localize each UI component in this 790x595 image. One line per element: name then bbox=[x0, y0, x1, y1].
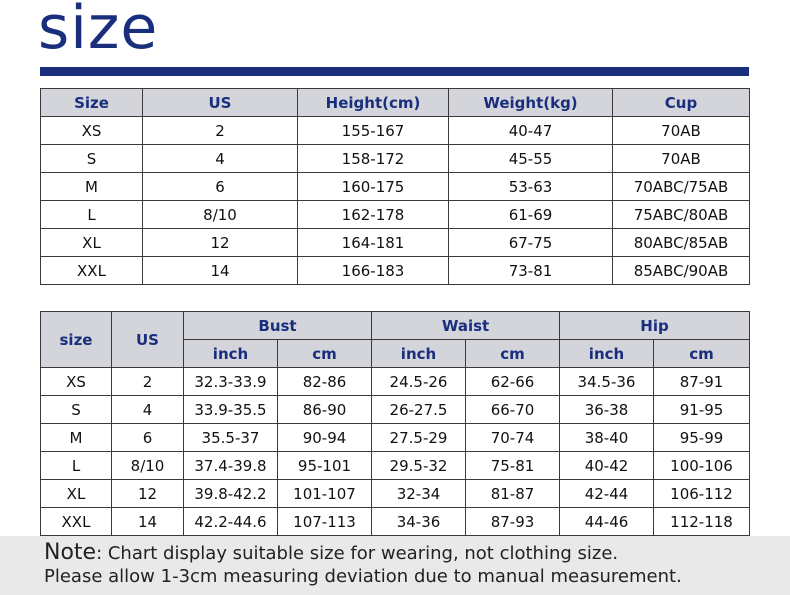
table-row bbox=[41, 452, 750, 480]
header-hip-inch: inch bbox=[560, 340, 654, 368]
table-row bbox=[41, 396, 750, 424]
table-cell: 4 bbox=[112, 396, 184, 424]
header-bust-cm: cm bbox=[278, 340, 372, 368]
table-cell: 37.4-39.8 bbox=[184, 452, 278, 480]
table-row bbox=[41, 257, 750, 285]
table-group-header-row bbox=[41, 312, 750, 340]
table-cell: 61-69 bbox=[449, 201, 613, 229]
header-us: US bbox=[112, 312, 184, 368]
header-cup: Cup bbox=[613, 89, 750, 117]
table-cell: 67-75 bbox=[449, 229, 613, 257]
table-cell: L bbox=[41, 452, 112, 480]
header-waist-cm: cm bbox=[466, 340, 560, 368]
table-cell: 34-36 bbox=[372, 508, 466, 536]
table-cell: 32-34 bbox=[372, 480, 466, 508]
table-body bbox=[41, 117, 750, 285]
table-cell: 36-38 bbox=[560, 396, 654, 424]
table-cell: 40-47 bbox=[449, 117, 613, 145]
table-cell: 70AB bbox=[613, 145, 750, 173]
table-cell: 62-66 bbox=[466, 368, 560, 396]
table-cell: 75-81 bbox=[466, 452, 560, 480]
header-hip-cm: cm bbox=[654, 340, 750, 368]
table-cell: S bbox=[41, 396, 112, 424]
header-waist-inch: inch bbox=[372, 340, 466, 368]
header-hip: Hip bbox=[560, 312, 750, 340]
table-cell: 4 bbox=[143, 145, 298, 173]
table-cell: 53-63 bbox=[449, 173, 613, 201]
table-cell: 35.5-37 bbox=[184, 424, 278, 452]
table-cell: 6 bbox=[143, 173, 298, 201]
note-line-1 bbox=[44, 540, 618, 565]
table-cell: 70-74 bbox=[466, 424, 560, 452]
table-cell: 164-181 bbox=[298, 229, 449, 257]
table-cell: 44-46 bbox=[560, 508, 654, 536]
table-cell: 158-172 bbox=[298, 145, 449, 173]
header-waist: Waist bbox=[372, 312, 560, 340]
table-cell: 27.5-29 bbox=[372, 424, 466, 452]
table-body bbox=[41, 368, 750, 536]
table-cell: 162-178 bbox=[298, 201, 449, 229]
table-cell: 155-167 bbox=[298, 117, 449, 145]
table-cell: XL bbox=[41, 229, 143, 257]
size-height-weight-table bbox=[40, 88, 750, 285]
table-cell: 6 bbox=[112, 424, 184, 452]
table-cell: 80ABC/85AB bbox=[613, 229, 750, 257]
table-cell: 40-42 bbox=[560, 452, 654, 480]
table-cell: 75ABC/80AB bbox=[613, 201, 750, 229]
header-bust: Bust bbox=[184, 312, 372, 340]
table-cell: 39.8-42.2 bbox=[184, 480, 278, 508]
table-cell: XS bbox=[41, 117, 143, 145]
table-cell: 8/10 bbox=[112, 452, 184, 480]
header-size: size bbox=[41, 312, 112, 368]
table-cell: L bbox=[41, 201, 143, 229]
table-cell: 112-118 bbox=[654, 508, 750, 536]
note-text-2: Please allow 1-3cm measuring deviation due to manual measurement. bbox=[44, 566, 682, 587]
table-cell: 100-106 bbox=[654, 452, 750, 480]
table-cell: 70ABC/75AB bbox=[613, 173, 750, 201]
table-cell: 82-86 bbox=[278, 368, 372, 396]
table-cell: XXL bbox=[41, 508, 112, 536]
table-cell: 70AB bbox=[613, 117, 750, 145]
table-cell: 33.9-35.5 bbox=[184, 396, 278, 424]
table-row bbox=[41, 480, 750, 508]
table-cell: 24.5-26 bbox=[372, 368, 466, 396]
table-cell: 12 bbox=[143, 229, 298, 257]
header-height: Height(cm) bbox=[298, 89, 449, 117]
table-cell: 81-87 bbox=[466, 480, 560, 508]
table-cell: 87-93 bbox=[466, 508, 560, 536]
table-cell: XS bbox=[41, 368, 112, 396]
table-cell: 34.5-36 bbox=[560, 368, 654, 396]
table-cell: 66-70 bbox=[466, 396, 560, 424]
table-row bbox=[41, 173, 750, 201]
note-label: Note bbox=[44, 540, 97, 565]
table-cell: XL bbox=[41, 480, 112, 508]
table-cell: 87-91 bbox=[654, 368, 750, 396]
table-header-row bbox=[41, 89, 750, 117]
body-measurement-table bbox=[40, 311, 750, 536]
table-cell: 166-183 bbox=[298, 257, 449, 285]
table-cell: 2 bbox=[143, 117, 298, 145]
table-cell: 8/10 bbox=[143, 201, 298, 229]
table-cell: 91-95 bbox=[654, 396, 750, 424]
table-cell: 45-55 bbox=[449, 145, 613, 173]
table-cell: 85ABC/90AB bbox=[613, 257, 750, 285]
table-row bbox=[41, 368, 750, 396]
table-cell: M bbox=[41, 424, 112, 452]
table-cell: 101-107 bbox=[278, 480, 372, 508]
table-row bbox=[41, 424, 750, 452]
header-us: US bbox=[143, 89, 298, 117]
table-cell: 95-101 bbox=[278, 452, 372, 480]
table-cell: 14 bbox=[143, 257, 298, 285]
title-divider bbox=[40, 67, 749, 76]
table-cell: M bbox=[41, 173, 143, 201]
table-cell: 32.3-33.9 bbox=[184, 368, 278, 396]
table-row bbox=[41, 508, 750, 536]
table-cell: 86-90 bbox=[278, 396, 372, 424]
table-row bbox=[41, 201, 750, 229]
table-row bbox=[41, 117, 750, 145]
table-cell: 106-112 bbox=[654, 480, 750, 508]
table-cell: 26-27.5 bbox=[372, 396, 466, 424]
header-size: Size bbox=[41, 89, 143, 117]
header-bust-inch: inch bbox=[184, 340, 278, 368]
table-cell: 160-175 bbox=[298, 173, 449, 201]
table-cell: 29.5-32 bbox=[372, 452, 466, 480]
table-cell: 95-99 bbox=[654, 424, 750, 452]
table-cell: 107-113 bbox=[278, 508, 372, 536]
table-cell: S bbox=[41, 145, 143, 173]
table-row bbox=[41, 145, 750, 173]
table-cell: 73-81 bbox=[449, 257, 613, 285]
table-cell: 90-94 bbox=[278, 424, 372, 452]
table-cell: 12 bbox=[112, 480, 184, 508]
table-cell: 42.2-44.6 bbox=[184, 508, 278, 536]
page-title: size bbox=[38, 0, 159, 63]
table-cell: XXL bbox=[41, 257, 143, 285]
table-row bbox=[41, 229, 750, 257]
note-text-1: : Chart display suitable size for wearing, not clothing size. bbox=[96, 543, 619, 564]
table-cell: 2 bbox=[112, 368, 184, 396]
header-weight: Weight(kg) bbox=[449, 89, 613, 117]
table-cell: 38-40 bbox=[560, 424, 654, 452]
table-cell: 14 bbox=[112, 508, 184, 536]
table-cell: 42-44 bbox=[560, 480, 654, 508]
